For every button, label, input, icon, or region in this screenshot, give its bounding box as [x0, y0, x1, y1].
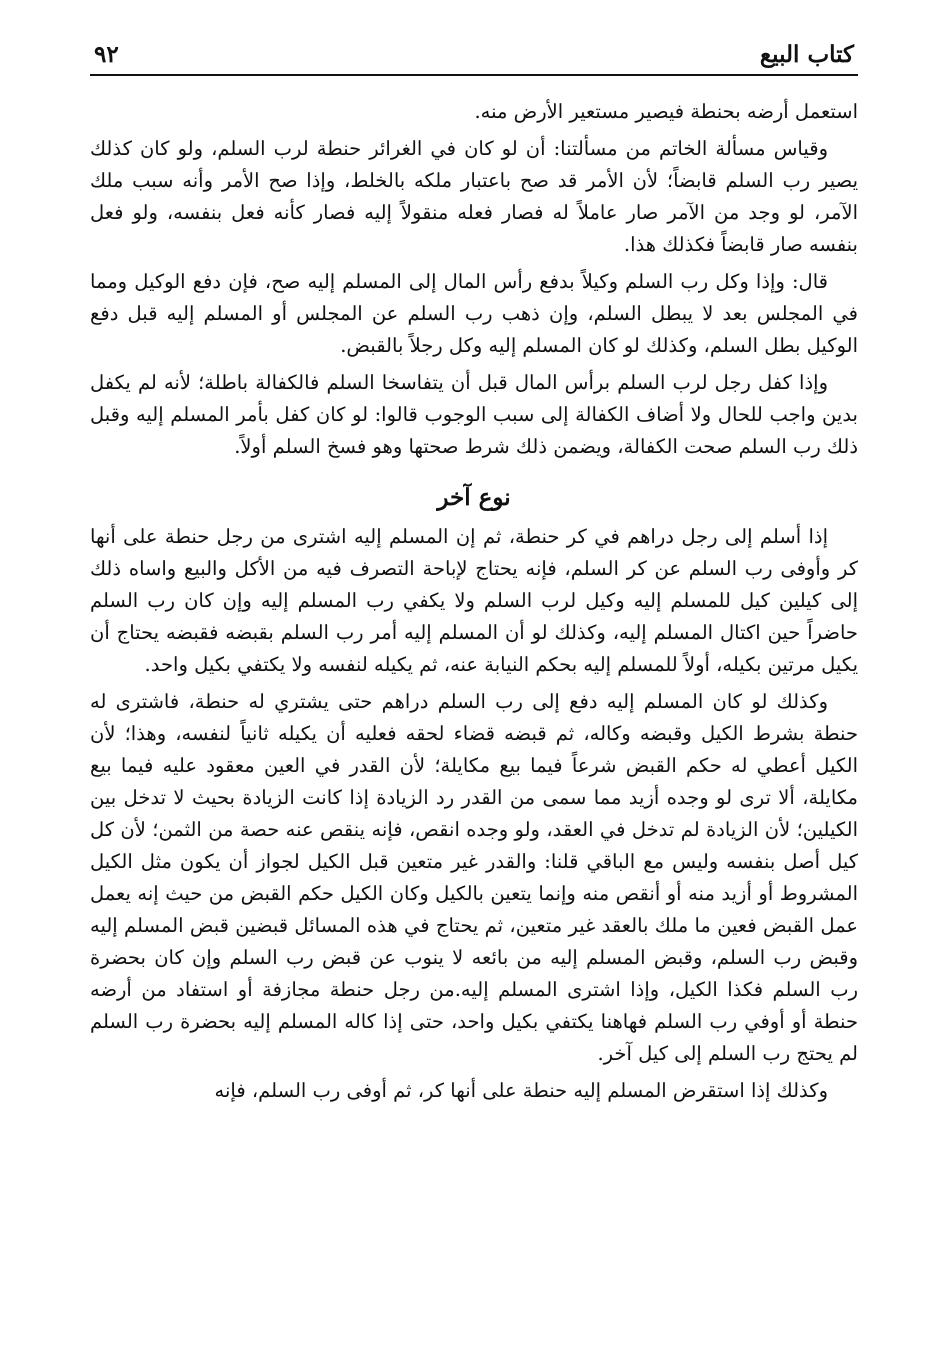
paragraph-ring-analogy: وقياس مسألة الخاتم من مسألتنا: أن لو كان في الغرائر حنطة لرب السلم، ولو كان كذلك يصير رب السلم قابضاً؛ لأن الأمر قد صح باعتبار ملكه بالخلط، وإذا صح الأمر وأنه سبب ملك الآمر، لو وجد من الآمر صار عاملاً له فصار فعله منقولاً إليه فصار كأنه فعل بنفسه، ولو فعل بنفسه صار قابضاً فكذلك هذا. — [90, 137, 858, 256]
paragraph-guarantee: وإذا كفل رجل لرب السلم برأس المال قبل أن يتفاسخا السلم فالكفالة باطلة؛ لأنه لم يكفل بدين واجب للحال ولا أضاف الكفالة إلى سبب الوجوب قالوا: لو كان كفل بأمر المسلم إليه وقبل ذلك رب السلم صحت الكفالة، ويضمن ذلك شرط صحتها وهو فسخ السلم أولاً. — [90, 371, 858, 458]
book-page — [90, 30, 858, 1112]
paragraph-two-measurements: إذا أسلم إلى رجل دراهم في كر حنطة، ثم إن المسلم إليه اشترى من رجل حنطة على أنها كر وأوفى رب السلم عن كر السلم، فإنه يحتاج لإباحة التصرف فيه من الأكل والبيع واساه ذلك إلى كيلين كيل للمسلم إليه وكيل لرب السلم ولا يكفي رب المسلم إليه وإن كان رب السلم حاضراً حين اكتال المسلم إليه، وكذلك لو أن المسلم إليه أمر رب السلم بقبضه فقبضه يحتاج أن يكيل مرتين بكيله، أولاً للمسلم إليه بحكم النيابة عنه، ثم يكيله لنفسه ولا يكتفي بكيل واحد. — [90, 525, 858, 676]
paragraph-agent-payment: قال: وإذا وكل رب السلم وكيلاً بدفع رأس المال إلى المسلم إليه صح، فإن دفع الوكيل ومما في المجلس بعد لا يبطل السلم، وإن ذهب رب السلم عن المجلس أو المسلم إليه قبل دفع الوكيل بطل السلم، وكذلك لو كان المسلم إليه وكل رجلاً بالقبض. — [90, 270, 858, 357]
paragraph-measurement-as-possession: وكذلك لو كان المسلم إليه دفع إلى رب السلم دراهم حتى يشتري له حنطة، فاشترى له حنطة بشرط الكيل وقبضه وكاله، ثم قبضه قضاء لحقه فعليه أن يكيله ثانياً لنفسه، وهذا؛ لأن الكيل أعطي له حكم القبض شرعاً فيما بيع مكايلة؛ لأن القدر في العين معقود عليه فيما بيع مكايلة، ألا ترى لو وجده أزيد مما سمى من القدر رد الزيادة إذا كانت الزيادة بحيث لا تدخل بين الكيلين؛ لأن الزيادة لم تدخل في العقد، ولو وجده انقص، فإنه ينقص عنه حصة من الثمن؛ لأن كل كيل أصل بنفسه وليس مع الباقي قلنا: والقدر غير متعين قبل الكيل لجواز أن يكون مثل الكيل المشروط أو أزيد منه أو أنقص منه وإنما يتعين بالكيل وكان الكيل حكم القبض من حيث إنه يعمل عمل القبض فعين ما ملك بالعقد غير متعين، ثم يحتاج في هذه المسائل قبضين قبض المسلم إليه وقبض رب السلم، وقبض المسلم إليه من بائعه لا ينوب عن قبض رب السلم وإن كان بحضرة رب السلم فكذا الكيل، وإذا اشترى المسلم إليه.من رجل حنطة مجازفة أو استفاد من أرضه حنطة أو أوفي رب السلم فهاهنا يكتفي بكيل واحد، حتى إذا كاله المسلم إليه بحضرة رب السلم لم يحتج رب السلم إلى كيل آخر. — [90, 690, 858, 1065]
page-body — [90, 96, 858, 1107]
section-heading: نوع آخر — [437, 484, 511, 511]
page-number: ٩٢ — [94, 41, 119, 68]
paragraph-loan-case: وكذلك إذا استقرض المسلم إليه حنطة على أنها كر، ثم أوفى رب السلم، فإنه — [214, 1079, 828, 1102]
book-title: كتاب البيع — [759, 41, 854, 68]
running-header — [90, 30, 858, 76]
paragraph-continuation: استعمل أرضه بحنطة فيصير مستعير الأرض منه. — [474, 100, 858, 123]
